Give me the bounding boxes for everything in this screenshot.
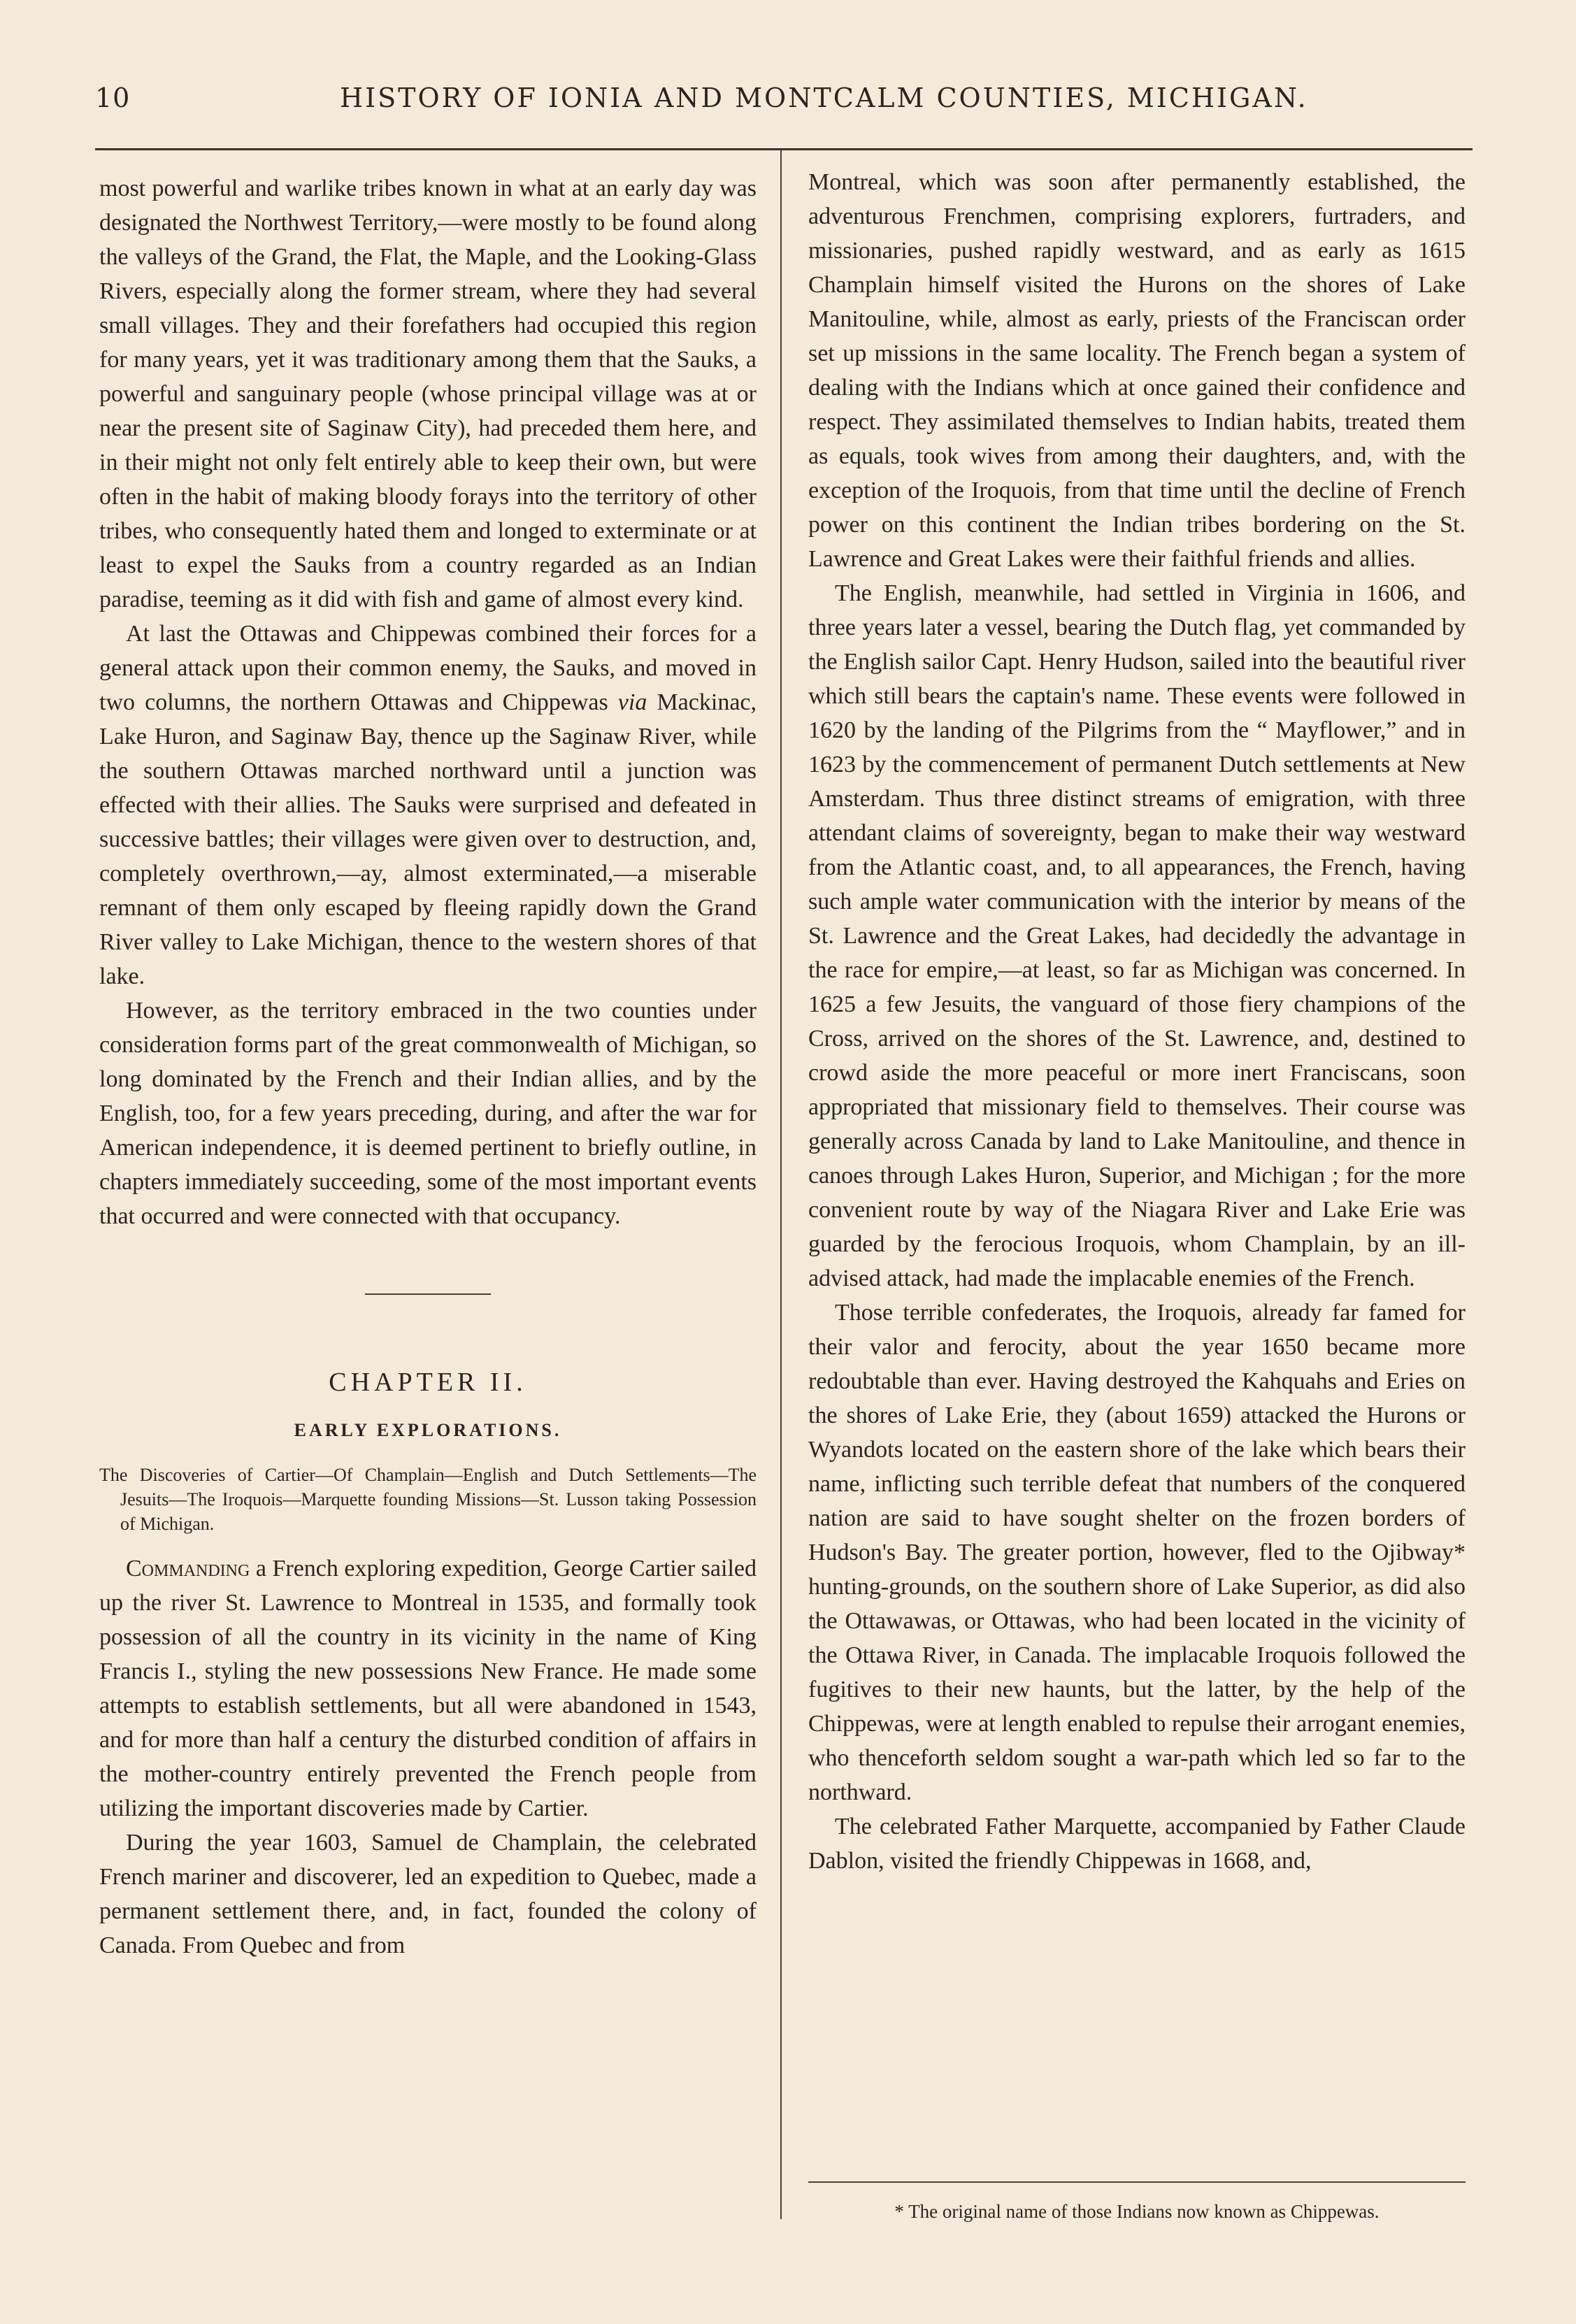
chapter-title: CHAPTER II. [329, 1368, 527, 1397]
paragraph: However, as the territory embraced in the two counties under consideration forms part of the great commonwealth of Michigan, so long dominated by the French and their Indian allies, and by the English, too, for a few years preceding, during, and after the war for American independence, it is deemed pertinent to briefly outline, in chapters immediately succeeding, some of the most important events that occurred and were connected with that occupancy. [99, 998, 757, 1229]
paragraph: The English, meanwhile, had settled in Virginia in 1606, and three years later a vessel, bearing the Dutch flag, yet commanded by the English sailor Capt. Henry Hudson, sailed into the beautiful river which still bears the captain's name. These events were followed in 1620 by the landing of the Pilgrims from the “ Mayflower,” and in 1623 by the commencement of permanent Dutch settlements at New Amsterdam. Thus three distinct streams of emigration, with three attendant claims of sovereignty, began to make their way westward from the Atlantic coast, and, to all appearances, the French, having such ample water communication with the interior by means of the St. Lawrence and the Great Lakes, had decidedly the advantage in the race for empire,—at least, so far as Michigan was concerned. In 1625 a few Jesuits, the vanguard of those fiery champions of the Cross, arrived on the shores of the St. Lawrence, and, destined to crowd aside the more peaceful or more inert Franciscans, soon appropriated that missionary field to themselves. Their course was generally across Canada by land to Lake Manitouline, and thence in canoes through Lakes Huron, Superior, and Michigan ; for the more convenient route by way of the Niagara River and Lake Erie was guarded by the ferocious Iroquois, whom Champlain, by an ill-advised attack, had made the implacable enemies of the French. [808, 580, 1466, 1291]
left-column [99, 171, 757, 1963]
paragraph: Montreal, which was soon after permanently established, the adventurous Frenchmen, comprising explorers, furtraders, and missionaries, pushed rapidly westward, and as early as 1615 Champlain himself visited the Hurons on the shores of Lake Manitouline, while, almost as early, priests of the Franciscan order set up missions in the same locality. The French began a system of dealing with the Indians which at once gained their confidence and respect. They assimilated themselves to Indian habits, treated them as equals, took wives from among their daughters, and, with the exception of the Iroquois, from that time until the decline of French power on this continent the Indian tribes bordering on the St. Lawrence and Great Lakes were their faithful friends and allies. [808, 169, 1466, 572]
page-number: 10 [95, 83, 131, 113]
section-separator [365, 1293, 491, 1295]
footnote-rule [808, 2181, 1466, 2183]
running-title: HISTORY OF IONIA AND MONTCALM COUNTIES, MICHIGAN. [340, 83, 1308, 113]
paragraph: At last the Ottawas and Chippewas combined their forces for a general attack upon their common enemy, the Sauks, and moved in two columns, the northern Ottawas and Chippewas via Mackinac, Lake Huron, and Saginaw Bay, thence up the Saginaw River, while the southern Ottawas marched northward until a junction was effected with their allies. The Sauks were surprised and defeated in successive battles; their villages were given over to destruction, and, completely overthrown,—ay, almost exterminated,—a miserable remnant of them only escaped by fleeing rapidly down the Grand River valley to Lake Michigan, thence to the western shores of that lake. [99, 621, 757, 989]
paragraph: The celebrated Father Marquette, accompanied by Father Claude Dablon, visited the friendly Chippewas in 1668, and, [808, 1814, 1466, 1874]
chapter-summary: The Discoveries of Cartier—Of Champlain—English and Dutch Settlements—The Jesuits—The Iroquois—Marquette founding Missions—St. Lusson taking Possession of Michigan. [99, 1465, 757, 1534]
column-divider [780, 150, 782, 2219]
right-column [808, 165, 1466, 1878]
chapter-subtitle: EARLY EXPLORATIONS. [294, 1420, 562, 1440]
paragraph: Those terrible confederates, the Iroquois, already far famed for their valor and ferocity, about the year 1650 became more redoubtable than ever. Having destroyed the Kahquahs and Eries on the shores of Lake Erie, they (about 1659) attacked the Hurons or Wyandots located on the eastern shore of the lake which bears their name, inflicting such terrible defeat that numbers of the conquered nation are said to have sought shelter on the frozen borders of Hudson's Bay. The greater portion, however, fled to the Ojibway* hunting-grounds, on the southern shore of Lake Superior, as did also the Ottawawas, or Ottawas, who had been located in the vicinity of the Ottawa River, in Canada. The implacable Iroquois followed the fugitives to their new haunts, but the latter, by the help of the Chippewas, were at length enabled to repulse their arrogant enemies, who thenceforth seldom sought a war-path which led so far to the northward. [808, 1300, 1466, 1805]
paragraph: During the year 1603, Samuel de Champlain, the celebrated French mariner and discoverer, led an expedition to Quebec, made a permanent settlement there, and, in fact, founded the colony of Canada. From Quebec and from [99, 1830, 757, 1958]
paragraph: most powerful and warlike tribes known in what at an early day was designated the Northwest Territory,—were mostly to be found along the valleys of the Grand, the Flat, the Maple, and the Looking-Glass Rivers, especially along the former stream, where they had several small villages. They and their forefathers had occupied this region for many years, yet it was traditionary among them that the Sauks, a powerful and sanguinary people (whose principal village was at or near the present site of Saginaw City), had preceded them here, and in their might not only felt entirely able to keep their own, but were often in the habit of making bloody forays into the territory of other tribes, who consequently hated them and longed to exterminate or at least to expel the Sauks from a country regarded as an Indian paradise, teeming as it did with fish and game of almost every kind. [99, 175, 757, 612]
page-header [95, 83, 1473, 124]
paragraph: Commanding a French exploring expedition, George Cartier sailed up the river St. Lawrence to Montreal in 1535, and formally took possession of all the country in its vicinity in the name of King Francis I., styling the new possessions New France. He made some attempts to establish settlements, but all were abandoned in 1543, and for more than half a century the disturbed condition of affairs in the mother-country entirely prevented the French people from utilizing the important discoveries made by Cartier. [99, 1556, 757, 1821]
footnote: * The original name of those Indians now known as Chippewas. [894, 2201, 1380, 2222]
header-rule [95, 148, 1473, 150]
